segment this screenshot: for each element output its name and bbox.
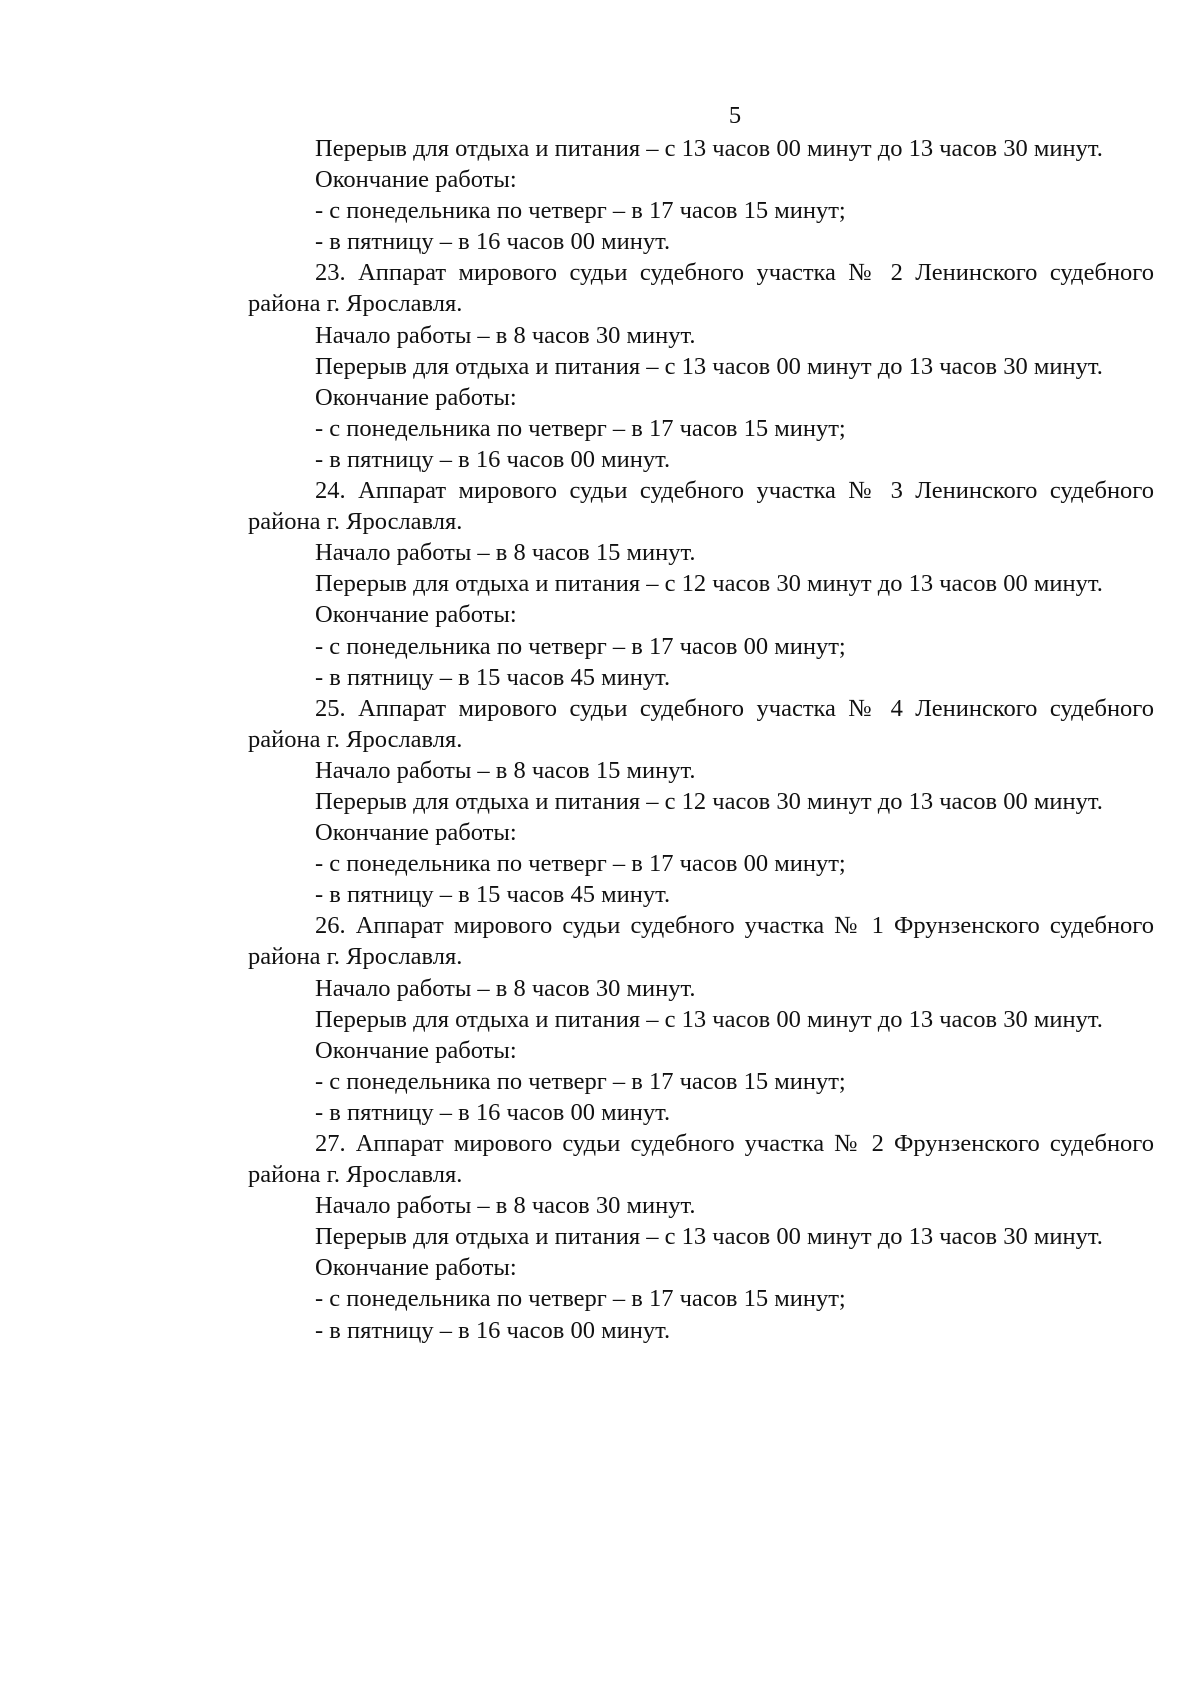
start-of-work: Начало работы – в 8 часов 30 минут. <box>315 974 696 1002</box>
section-26-title: 26. Аппарат мирового судьи судебного участка № 1 Фрунзенского судебного района г. Ярославля. <box>248 912 1154 971</box>
end-of-work-heading: Окончание работы: <box>315 166 517 194</box>
start-of-work: Начало работы – в 8 часов 30 минут. <box>315 321 696 349</box>
end-friday: - в пятницу – в 16 часов 00 минут. <box>315 1098 671 1126</box>
end-friday: - в пятницу – в 16 часов 00 минут. <box>315 1316 671 1344</box>
paragraph-break-times: Перерыв для отдыха и питания – с 13 часов 00 минут до 13 часов 30 минут. <box>315 352 1103 380</box>
paragraph-break-times: Перерыв для отдыха и питания – с 12 часов 30 минут до 13 часов 00 минут. <box>315 570 1103 598</box>
end-mon-thu: - с понедельника по четверг – в 17 часов 00 минут; <box>315 632 846 660</box>
end-mon-thu: - с понедельника по четверг – в 17 часов 15 минут; <box>315 414 846 442</box>
end-mon-thu: - с понедельника по четверг – в 17 часов 15 минут; <box>315 197 846 225</box>
paragraph-break-times: Перерыв для отдыха и питания – с 12 часов 30 минут до 13 часов 00 минут. <box>315 787 1103 815</box>
end-friday: - в пятницу – в 16 часов 00 минут. <box>315 228 671 256</box>
section-27-title: 27. Аппарат мирового судьи судебного участка № 2 Фрунзенского судебного района г. Ярославля. <box>248 1130 1154 1189</box>
end-of-work-heading: Окончание работы: <box>315 819 517 847</box>
end-friday: - в пятницу – в 15 часов 45 минут. <box>315 881 671 909</box>
section-24-title: 24. Аппарат мирового судьи судебного участка № 3 Ленинского судебного района г. Ярославля. <box>248 477 1154 536</box>
end-mon-thu: - с понедельника по четверг – в 17 часов 15 минут; <box>315 1067 846 1095</box>
end-mon-thu: - с понедельника по четверг – в 17 часов 00 минут; <box>315 850 846 878</box>
end-of-work-heading: Окончание работы: <box>315 1036 517 1064</box>
document-body <box>248 133 1154 1346</box>
end-of-work-heading: Окончание работы: <box>315 1254 517 1282</box>
end-of-work-heading: Окончание работы: <box>315 383 517 411</box>
section-25-title: 25. Аппарат мирового судьи судебного участка № 4 Ленинского судебного района г. Ярославля. <box>248 694 1154 753</box>
paragraph-break-times: Перерыв для отдыха и питания – с 13 часов 00 минут до 13 часов 30 минут. <box>315 1005 1103 1033</box>
end-mon-thu: - с понедельника по четверг – в 17 часов 15 минут; <box>315 1285 846 1313</box>
paragraph-break-times: Перерыв для отдыха и питания – с 13 часов 00 минут до 13 часов 30 минут. <box>315 135 1103 162</box>
start-of-work: Начало работы – в 8 часов 15 минут. <box>315 539 696 567</box>
paragraph-break-times: Перерыв для отдыха и питания – с 13 часов 00 минут до 13 часов 30 минут. <box>315 1223 1103 1251</box>
end-of-work-heading: Окончание работы: <box>315 601 517 629</box>
page-number: 5 <box>728 102 742 129</box>
end-friday: - в пятницу – в 16 часов 00 минут. <box>315 445 671 473</box>
section-23-title: 23. Аппарат мирового судьи судебного участка № 2 Ленинского судебного района г. Ярославля. <box>248 259 1154 318</box>
start-of-work: Начало работы – в 8 часов 15 минут. <box>315 756 696 784</box>
end-friday: - в пятницу – в 15 часов 45 минут. <box>315 663 671 691</box>
start-of-work: Начало работы – в 8 часов 30 минут. <box>315 1192 696 1220</box>
